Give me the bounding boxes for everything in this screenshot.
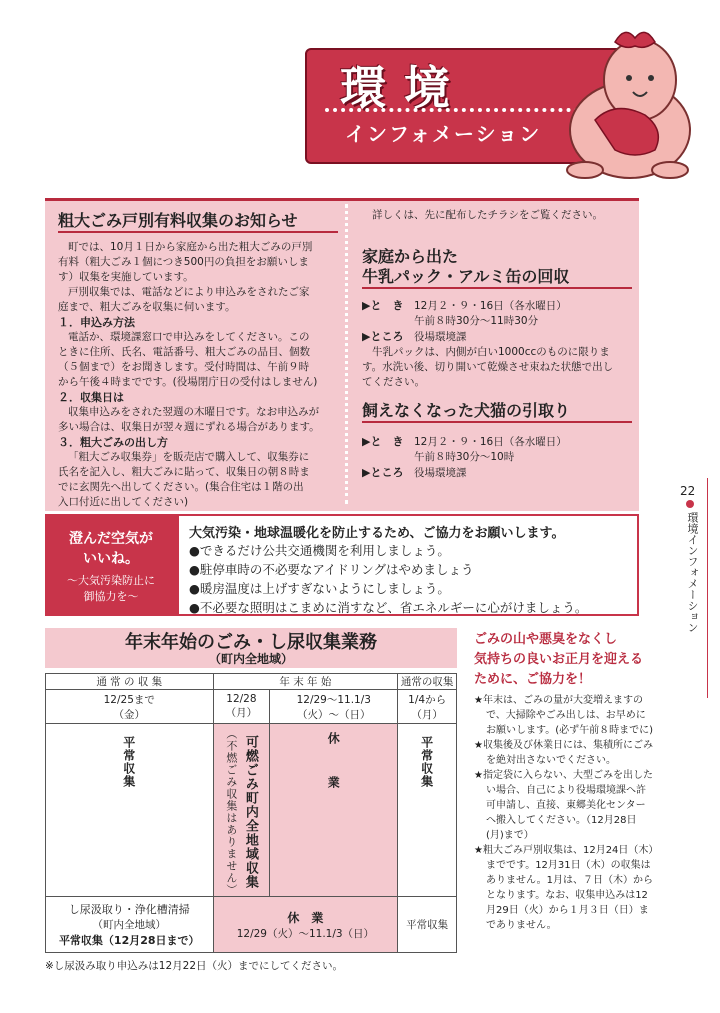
shinyo-label-cell: し尿汲取り・浄化槽清掃 （町内全地域） 平常収集（12月28日まで） (46, 897, 214, 953)
header-normal: 通 常 の 収 集 (46, 674, 214, 690)
air-label-box: 澄んだ空気が いいね。 ～大気汚染防止に 御協力を～ (45, 514, 177, 616)
tip-item: ★粗大ごみ戸別収集は、12月24日（木）までです。12月31日（木）の収集はありません。1月は、７日（木）からとなります。なお、収集申込みは12月29日（火）から１月３日（日）までありません。 (474, 845, 654, 931)
shinyo-normal-cell: 平常収集 (398, 897, 457, 953)
date-cell: 12/25まで （金） (46, 690, 214, 724)
tips-heading: ごみの山や悪臭をなくし 気持ちの良いお正月を迎える ために、ご協力を！ (474, 632, 644, 687)
shinyo-note: ※し尿汲み取り申込みは12月22日（火）までにしてください。 (45, 960, 344, 972)
panel-divider (345, 204, 348, 504)
air-item: ●できるだけ公共交通機関を利用しましょう。 (189, 543, 450, 558)
chirashi-note: 詳しくは、先に配布したチラシをご覧ください。 (372, 209, 603, 221)
schedule-table (45, 673, 457, 953)
schedule-cell: 平常収集 (46, 724, 214, 897)
air-item: ●不必要な照明はこまめに消すなど、省エネルギーに心がけましょう。 (189, 600, 588, 615)
tips-list (474, 693, 654, 933)
newyear-title: 年末年始のごみ・し尿収集業務 (125, 632, 377, 653)
page-number: 22 (680, 484, 696, 498)
sodai-step3-heading: ３．粗大ごみの出し方 (58, 436, 168, 449)
milk-details: ▶と き 12月２・９・16日（各水曜日） 午前８時30分～11時30分 ▶ところ 役場環境課 牛乳パックは、内側が白い1000ccのものに限りま す。水洗い後、切り開いて乾燥させ束ねた状態で出し てください。 (362, 299, 614, 388)
date-cell: 12/28 （月） (213, 690, 270, 724)
date-cell: 12/29～11.1/3 （火）～（日） (270, 690, 398, 724)
pet-title: 飼えなくなった犬猫の引取り (362, 398, 632, 423)
header-nenmatsu: 年 末 年 始 (213, 674, 398, 690)
header-normal2: 通常の収集 (398, 674, 457, 690)
side-section-label: 環境インフォメーション (686, 512, 699, 633)
schedule-cell: 休 業 (270, 724, 398, 897)
schedule-cell: 平常収集 (398, 724, 457, 897)
air-title: 大気汚染・地球温暖化を防止するため、ご協力をお願いします。 (189, 526, 565, 541)
air-item: ●暖房温度は上げすぎないようにしましょう。 (189, 581, 450, 596)
air-item: ●駐停車時の不必要なアイドリングはやめましょう (189, 562, 474, 577)
schedule-cell: （不燃ごみ収集はありません） 可燃ごみ町内全地域収集 (213, 724, 270, 897)
shinyo-rest-cell: 休 業 12/29（火）～11.1/3（日） (213, 897, 398, 953)
sodai-step1-heading: １．申込み方法 (58, 316, 135, 329)
tip-item: ★指定袋に入らない、大型ごみを出したい場合、自己により役場環境課へ許可申請し、直接、東郷美化センターへ搬入してください。（12月28日(月)まで） (474, 770, 653, 841)
sodai-step2-heading: ２．収集日は (58, 391, 124, 404)
date-cell: 1/4から （月） (398, 690, 457, 724)
milk-title-line2: 牛乳パック・アルミ缶の回収 (362, 264, 632, 289)
newyear-subtitle: （町内全地域） (208, 652, 293, 666)
mascot-illustration (555, 20, 705, 180)
air-content-box (177, 514, 639, 616)
side-rule (707, 478, 708, 698)
sodai-title: 粗大ごみ戸別有料収集のお知らせ (58, 208, 338, 233)
page-title: 環境 (340, 61, 468, 115)
sodai-body: 町では、10月１日から家庭から出た粗大ごみの戸別 有料（粗大ごみ１個につき500円の負担をお願いしま す）収集を実施しています。 戸別収集では、電話などにより申込みをされたご家 庭まで、粗大ごみを収集に伺います。 １．申込み方法 電話か、環境課窓口で申込みをしてください。この ときに住所、氏名、電話番号、粗大ごみの品目、個数 （５個まで）をお聞きします。受付時間は、午前９時 から午後４時までです。(役場閉庁日の受付はしません) ２．収集日は 収集申込みをされた翌週の木曜日です。なお申込みが 多い場合は、収集日が翌々週にずれる場合があります。 ３．粗大ごみの出し方 「粗大ごみ収集券」を販売店で購入して、収集券に 氏名を記入し、粗大ごみに貼って、収集日の朝８時ま でに玄関先へ出してください。(集合住宅は１階の出 入口付近に出してください) (58, 240, 342, 510)
tip-item: ★年末は、ごみの量が大変増えますので、大掃除やごみ出しは、お早めにお願いします。(必ず午前８時までに) (474, 695, 654, 736)
side-bullet (686, 500, 694, 508)
pet-details: ▶と き 12月２・９・16日（各水曜日） 午前８時30分～10時 ▶ところ 役場環境課 (362, 435, 567, 479)
tip-item: ★収集後及び休業日には、集積所にごみを絶対出さないでください。 (474, 740, 653, 766)
milk-title-line1: 家庭から出た (362, 247, 459, 266)
page-subtitle: インフォメーション (345, 122, 542, 146)
